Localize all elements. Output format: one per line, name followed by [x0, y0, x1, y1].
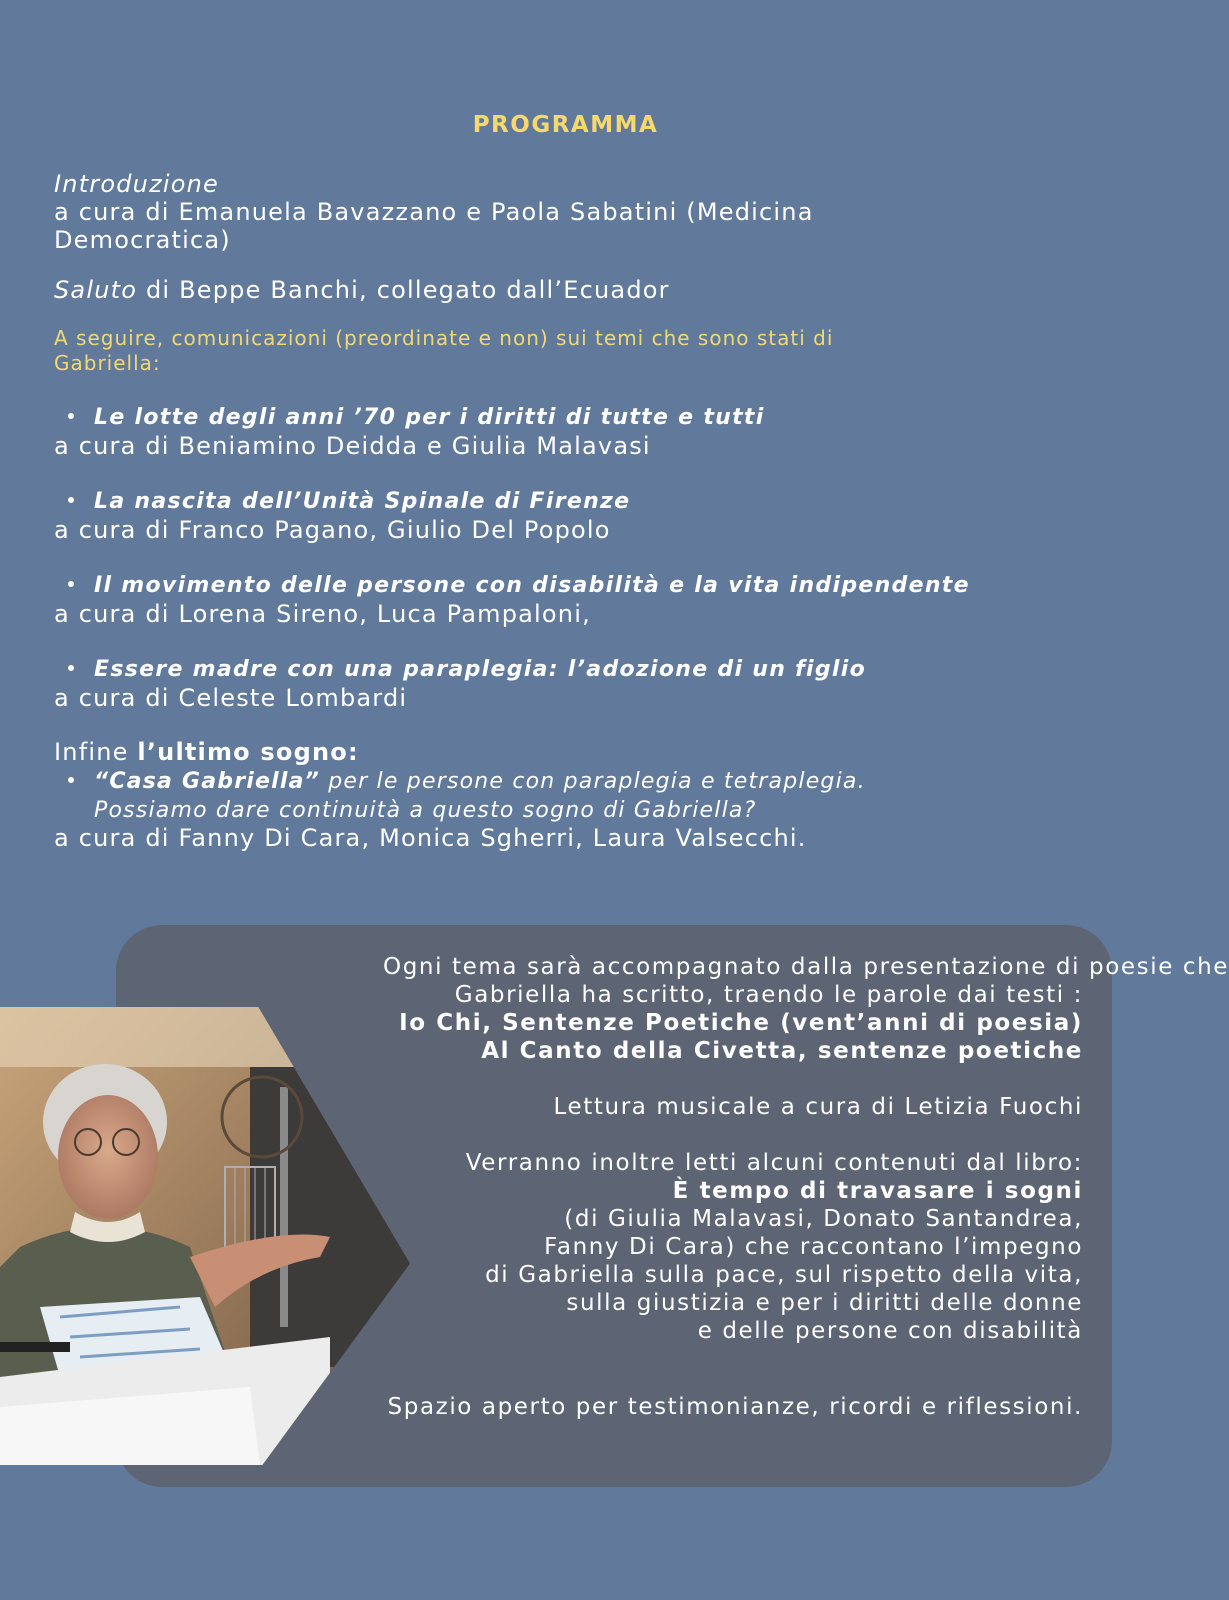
- program-list: [54, 170, 1074, 852]
- topic-title: Essere madre con una paraplegia: l’adozione di un figlio: [94, 657, 867, 682]
- bullet-icon: [68, 766, 80, 772]
- topic-title: Le lotte degli anni ’70 per i diritti di tutte e tutti: [94, 405, 765, 430]
- reading-line: Lettura musicale a cura di Letizia Fuochi: [553, 1094, 1083, 1120]
- intro-text-line2: Democratica): [54, 226, 231, 254]
- follow-note-line2: Gabriella:: [54, 351, 161, 375]
- final-block: [54, 738, 1074, 852]
- extra-line2: (di Giulia Malavasi, Donato Santandrea,: [564, 1206, 1083, 1232]
- book-title-1: Io Chi, Sentenze Poetiche (vent’anni di poesia): [399, 1010, 1083, 1036]
- closing-line: Spazio aperto per testimonianze, ricordi e riflessioni.: [387, 1394, 1083, 1420]
- topic-item: [54, 486, 1074, 544]
- bullet-icon: [68, 570, 80, 576]
- extra-line6: e delle persone con disabilità: [697, 1318, 1083, 1344]
- extra-line4: di Gabriella sulla pace, sul rispetto della vita,: [485, 1262, 1083, 1288]
- follow-note-line1: A seguire, comunicazioni (preordinate e non) sui temi che sono stati di: [54, 326, 834, 350]
- final-item: [80, 769, 866, 795]
- book-title-2: Al Canto della Civetta, sentenze poetiche: [481, 1038, 1083, 1064]
- topic-curators: a cura di Franco Pagano, Giulio Del Popolo: [54, 516, 611, 544]
- topic-title: Il movimento delle persone con disabilità e la vita indipendente: [94, 573, 970, 598]
- extra-line1: Verranno inoltre letti alcuni contenuti dal libro:: [465, 1150, 1083, 1176]
- final-item-bold: “Casa Gabriella”: [94, 769, 321, 794]
- poems-line1: Ogni tema sarà accompagnato dalla presentazione di poesie che: [383, 954, 1229, 980]
- topic-item: [54, 402, 1074, 460]
- extra-line3: Fanny Di Cara) che raccontano l’impegno: [544, 1234, 1083, 1260]
- panel-text: [383, 953, 1229, 1421]
- saluto-block: [54, 276, 1074, 304]
- final-item-line2: Possiamo dare continuità a questo sogno di Gabriella?: [94, 798, 757, 823]
- poems-line2: Gabriella ha scritto, traendo le parole dai testi :: [454, 982, 1083, 1008]
- topic-item: [54, 654, 1074, 712]
- bullet-icon: [68, 402, 80, 408]
- saluto-word: Saluto: [54, 276, 138, 304]
- final-item-rest: per le persone con paraplegia e tetraplegia.: [320, 769, 866, 794]
- final-curators: a cura di Fanny Di Cara, Monica Sgherri, Laura Valsecchi.: [54, 824, 807, 852]
- topic-curators: a cura di Beniamino Deidda e Giulia Malavasi: [54, 432, 651, 460]
- intro-block: [54, 170, 1074, 254]
- bullet-icon: [68, 654, 80, 660]
- topic-curators: a cura di Lorena Sireno, Luca Pampaloni,: [54, 600, 591, 628]
- topic-item: [54, 570, 1074, 628]
- bullet-icon: [68, 486, 80, 492]
- extra-line5: sulla giustizia e per i diritti delle donne: [566, 1290, 1083, 1316]
- topic-title: La nascita dell’Unità Spinale di Firenze: [94, 489, 631, 514]
- intro-text-line1: a cura di Emanuela Bavazzano e Paola Sabatini (Medicina: [54, 198, 814, 226]
- topic-curators: a cura di Celeste Lombardi: [54, 684, 408, 712]
- intro-title: Introduzione: [54, 170, 220, 198]
- book-title-3: È tempo di travasare i sogni: [672, 1178, 1083, 1204]
- program-heading: PROGRAMMA: [472, 112, 659, 138]
- final-lead: Infine: [54, 738, 138, 766]
- follow-note: [54, 326, 1074, 376]
- saluto-rest: di Beppe Banchi, collegato dall’Ecuador: [137, 276, 670, 304]
- final-lead-bold: l’ultimo sogno:: [137, 738, 359, 766]
